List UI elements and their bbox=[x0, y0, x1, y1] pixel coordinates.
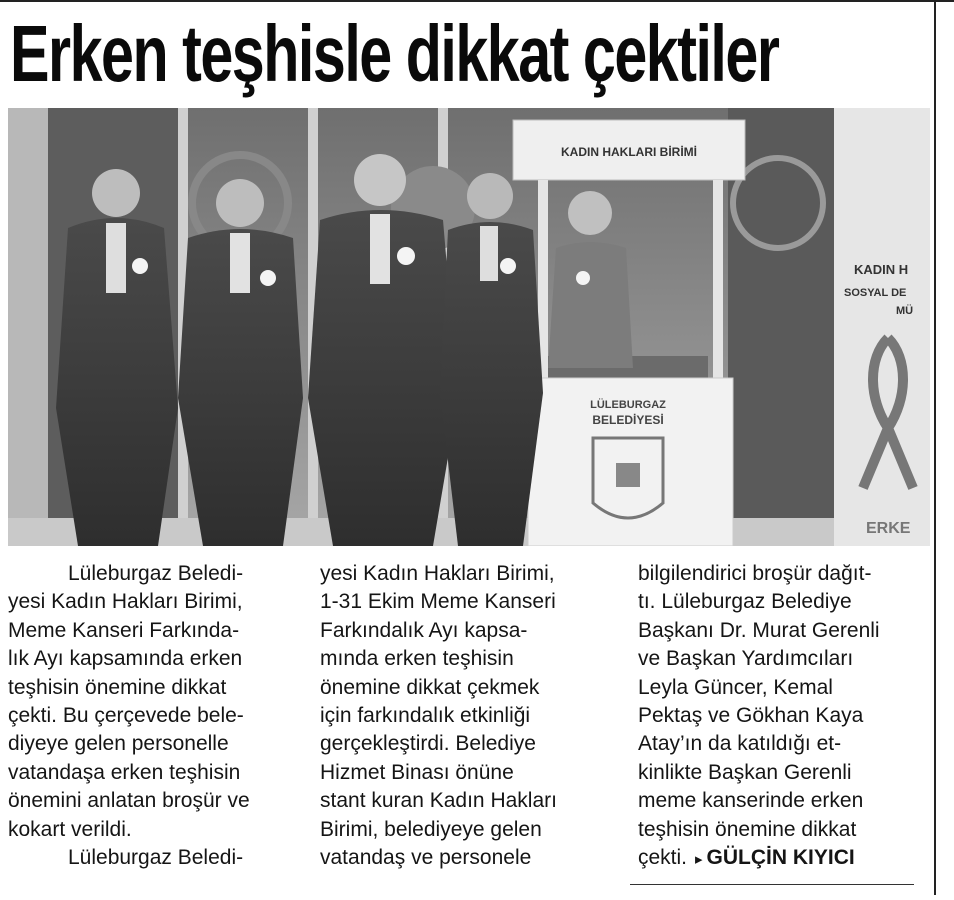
text-line: çekti. Bu çerçevede bele- bbox=[8, 704, 244, 728]
text-line: vatandaş ve personele bbox=[320, 846, 532, 870]
text-line: önemini anlatan broşür ve bbox=[8, 789, 250, 813]
text-line: gerçekleştirdi. Belediye bbox=[320, 732, 536, 756]
text-line: yesi Kadın Hakları Birimi, bbox=[8, 590, 243, 614]
text-line: Başkanı Dr. Murat Gerenli bbox=[638, 618, 880, 642]
text-line: bilgilendirici broşür dağıt- bbox=[638, 562, 872, 585]
text-line: Atay’ın da katıldığı et- bbox=[638, 732, 842, 756]
text-line: önemine dikkat çekmek bbox=[320, 675, 540, 699]
banner-text-1: KADIN H bbox=[854, 262, 909, 277]
news-photo bbox=[8, 108, 930, 546]
text-line: Birimi, belediyeye gelen bbox=[320, 817, 542, 841]
awareness-banner bbox=[834, 108, 930, 546]
text-line-final: çekti. ▸ GÜLÇİN KIYICI bbox=[638, 846, 855, 870]
headline: Erken teşhisle dikkat çektiler bbox=[10, 9, 779, 98]
text-line: kokart verildi. bbox=[8, 817, 132, 841]
text-line: Pektaş ve Gökhan Kaya bbox=[638, 704, 864, 728]
text-line: vatandaşa erken teşhisin bbox=[8, 760, 241, 784]
text-line: Farkındalık Ayı kapsa- bbox=[320, 618, 528, 642]
text-line: Hizmet Binası önüne bbox=[320, 760, 514, 784]
text-line: Lüleburgaz Beledi- bbox=[68, 846, 244, 870]
bottom-rule bbox=[630, 884, 914, 885]
stand-logo-line1: LÜLEBURGAZ bbox=[590, 399, 666, 411]
text-line: meme kanserinde erken bbox=[638, 789, 864, 813]
banner-text-bottom: ERKE bbox=[866, 520, 911, 537]
text-line: için farkındalık etkinliği bbox=[320, 704, 531, 728]
text-line: diyeye gelen personelle bbox=[8, 732, 229, 756]
text-line: Meme Kanseri Farkında- bbox=[8, 618, 240, 642]
banner-text-3: MÜ bbox=[896, 305, 914, 317]
article-column-3 bbox=[638, 560, 928, 874]
triangle-bullet-icon: ▸ bbox=[695, 851, 703, 869]
article-body bbox=[8, 560, 930, 890]
banner-text-2: SOSYAL DE bbox=[844, 287, 907, 299]
text-line: lık Ayı kapsamında erken bbox=[8, 647, 243, 671]
author-byline: GÜLÇİN KIYICI bbox=[706, 846, 855, 870]
article-column-2 bbox=[320, 560, 610, 872]
text-line: tı. Lüleburgaz Belediye bbox=[638, 590, 852, 614]
text-line: kinlikte Başkan Gerenli bbox=[638, 760, 852, 784]
person-4 bbox=[440, 173, 543, 546]
stand-sign: KADIN HAKLARI BİRİMİ bbox=[561, 145, 697, 159]
right-border bbox=[934, 0, 936, 895]
top-border bbox=[0, 0, 954, 2]
text-line: Lüleburgaz Beledi- bbox=[68, 562, 244, 585]
text-line: 1-31 Ekim Meme Kanseri bbox=[320, 590, 556, 614]
article-column-1 bbox=[8, 560, 298, 872]
text-line: yesi Kadın Hakları Birimi, bbox=[320, 562, 555, 585]
text-line: teşhisin önemine dikkat bbox=[638, 817, 857, 841]
text-line: ve Başkan Yardımcıları bbox=[638, 647, 854, 671]
text-line: teşhisin önemine dikkat bbox=[8, 675, 227, 699]
text-line: mında erken teşhisin bbox=[320, 647, 514, 671]
text-line: Leyla Güncer, Kemal bbox=[638, 675, 833, 699]
text-line: stant kuran Kadın Hakları bbox=[320, 789, 557, 813]
stand-logo-line2: BELEDİYESİ bbox=[592, 413, 664, 427]
